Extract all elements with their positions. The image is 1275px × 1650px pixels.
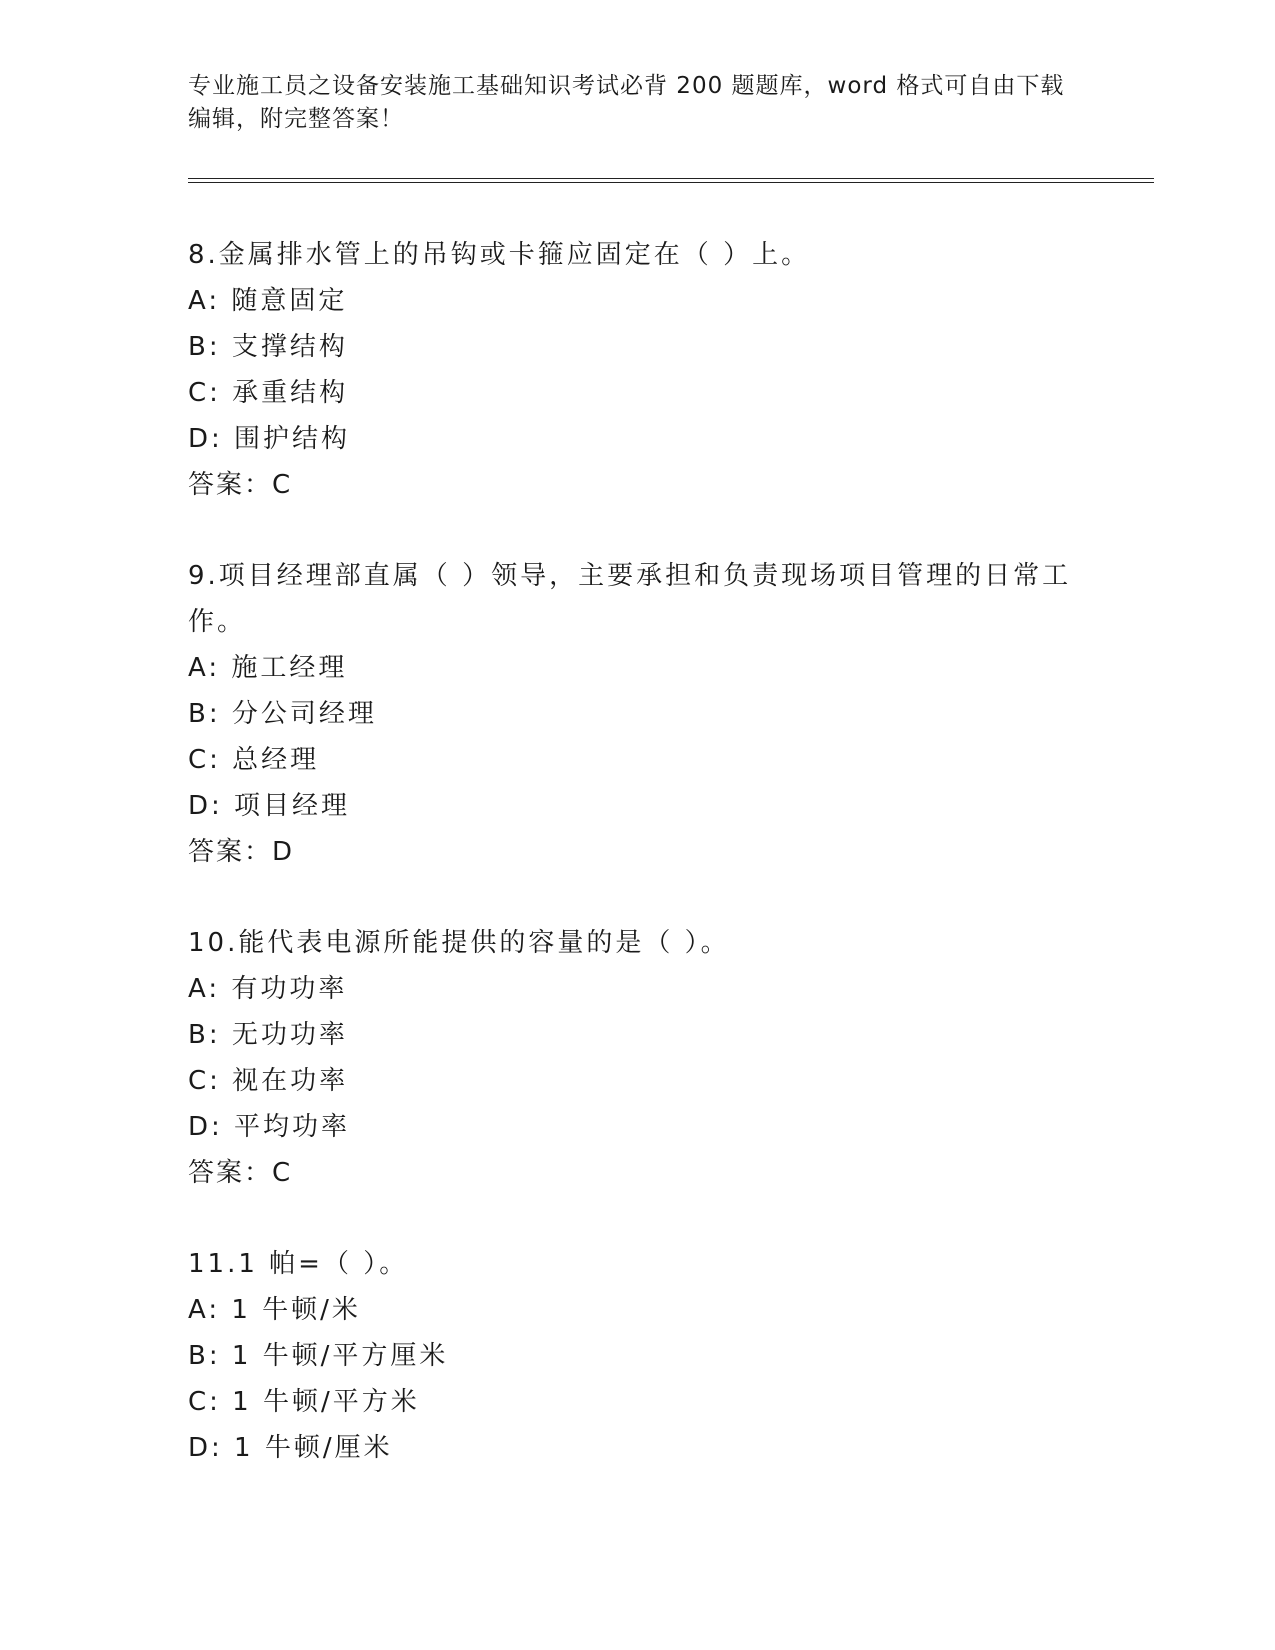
answer-line: 答案：C [188, 1158, 293, 1188]
option-d: D: 平均功率 [188, 1112, 351, 1142]
option-d: D: 围护结构 [188, 424, 351, 454]
question-item [188, 1241, 1088, 1471]
answer-line: 答案：D [188, 837, 295, 867]
question-stem: 9.项目经理部直属（ ）领导，主要承担和负责现场项目管理的日常工作。 [188, 561, 1072, 637]
option-d: D: 1 牛顿/厘米 [188, 1433, 393, 1463]
option-b: B: 无功功率 [188, 1020, 348, 1050]
question-stem: 11.1 帕=（ ）。 [188, 1249, 409, 1279]
answer-line: 答案：C [188, 470, 293, 500]
option-c: C: 总经理 [188, 745, 320, 775]
option-c: C: 承重结构 [188, 378, 349, 408]
question-stem: 10.能代表电源所能提供的容量的是（ ）。 [188, 928, 730, 958]
header-divider-top [188, 178, 1154, 179]
option-a: A: 有功功率 [188, 974, 348, 1004]
option-b: B: 分公司经理 [188, 699, 377, 729]
option-c: C: 1 牛顿/平方米 [188, 1387, 420, 1417]
option-a: A: 施工经理 [188, 653, 348, 683]
option-d: D: 项目经理 [188, 791, 351, 821]
question-item [188, 232, 1088, 508]
question-item [188, 920, 1088, 1196]
option-c: C: 视在功率 [188, 1066, 349, 1096]
header-divider-bottom [188, 182, 1154, 183]
question-list [188, 232, 1088, 1516]
question-stem: 8.金属排水管上的吊钩或卡箍应固定在（ ）上。 [188, 240, 811, 270]
option-a: A: 随意固定 [188, 286, 348, 316]
option-b: B: 1 牛顿/平方厘米 [188, 1341, 449, 1371]
option-a: A: 1 牛顿/米 [188, 1295, 361, 1325]
option-b: B: 支撑结构 [188, 332, 348, 362]
document-header: 专业施工员之设备安装施工基础知识考试必背 200 题题库，word 格式可自由下载编辑，附完整答案！ [188, 73, 1065, 132]
question-item [188, 553, 1088, 875]
